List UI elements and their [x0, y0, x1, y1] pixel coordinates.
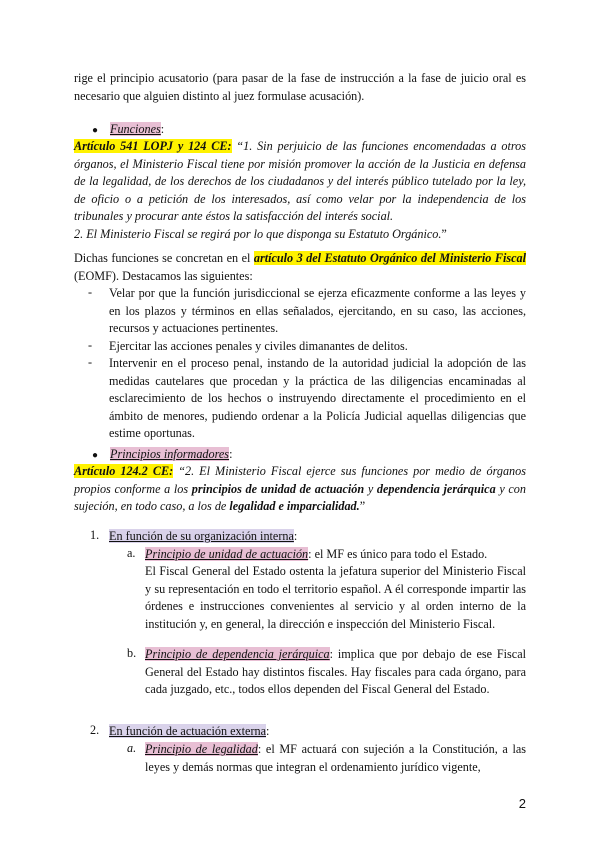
list-item: Intervenir en el proceso penal, instando de la autoridad judicial la adopción de las medidas cautelares que procedan y la práctica de las diligencias encaminadas al esclarecimiento de los hechos o instruyendo directamente el procedimiento en el ámbito de menores, pudiendo ordenar a la Policía Judicial aquellas diligencias que estime oportunas.: [109, 356, 526, 441]
externa-heading: En función de actuación externa:: [109, 724, 270, 738]
list-item: Velar por que la función jurisdiccional se ejerza eficazmente conforme a las leyes y en los plazos y términos en ellas señalados, ejercitando, en su caso, las acciones, recursos y actuaciones pertinentes.: [109, 286, 526, 336]
unidad-paragraph: El Fiscal General del Estado ostenta la jefatura superior del Ministerio Fiscal y su representación en todo el territorio español. A él corresponde impartir las órdenes e instrucciones convenientes al servicio y al orden interno de la institución y, en general, la dirección e inspección del Ministerio Fiscal.: [145, 564, 526, 631]
legalidad-title: Principio de legalidad: [145, 742, 258, 756]
dash-bullet-icon: -: [88, 338, 93, 352]
principios-quote: Artículo 124.2 CE: “2. El Ministerio Fiscal ejerce sus funciones por medio de órganos propios conforme a los principios de unidad de actuación y dependencia jerárquica y con sujeción, en todo caso, a los de legalidad e imparcialidad.”: [74, 464, 526, 514]
list-item: Ejercitar las acciones penales y civiles dimanantes de delitos.: [109, 339, 408, 353]
list-number: 2.: [90, 723, 100, 737]
bullet-icon: ●: [92, 125, 99, 136]
list-letter: a.: [127, 546, 136, 560]
principios-heading-label: Principios informadores: [110, 447, 230, 461]
concretan-ref: artículo 3 del Estatuto Orgánico del Ministerio Fiscal: [253, 251, 526, 265]
dash-bullet-icon: -: [88, 285, 93, 299]
principios-ref: Artículo 124.2 CE:: [74, 464, 174, 478]
dash-bullet-icon: -: [88, 355, 93, 369]
list-letter: a.: [127, 741, 137, 755]
dependencia-title: Principio de dependencia jerárquica: [145, 647, 330, 661]
intro-paragraph: rige el principio acusatorio (para pasar de la fase de instrucción a la fase de juicio oral es necesario que alguien distinto al juez formulase acusación).: [74, 71, 526, 103]
funciones-quote-2: 2. El Ministerio Fiscal se regirá por lo que disponga su Estatuto Orgánico.: [74, 226, 442, 241]
list-number: 1.: [90, 528, 100, 542]
list-letter: b.: [127, 646, 137, 660]
unidad-item: Principio de unidad de actuación: el MF es único para todo el Estado.: [145, 547, 488, 561]
funciones-quote: Artículo 541 LOPJ y 124 CE: “1. Sin perjuicio de las funciones encomendadas a otros órganos, el Ministerio Fiscal tiene por misión promover la acción de la Justicia en defensa de la legalidad, de los derechos de los ciudadanos y del interés público tutelado por la ley, de oficio o a petición de los interesados, así como velar por la independencia de los tribunales y procurar ante éstos la satisfacción del interés social. 2. El Ministerio Fiscal se regirá por lo que disponga su Estatuto Orgánico.”: [74, 139, 526, 241]
dependencia-item: Principio de dependencia jerárquica: implica que por debajo de ese Fiscal General del Estado hay distintos fiscales. Hay fiscales para cada órgano, para cada juzgado, etc., todos ellos dependen del Fiscal General del Estado.: [145, 647, 526, 697]
page-number: 2: [518, 796, 526, 811]
funciones-heading-label: Funciones: [110, 122, 161, 136]
funciones-heading: Funciones:: [110, 122, 165, 136]
unidad-title: Principio de unidad de actuación: [145, 547, 309, 561]
legalidad-item: Principio de legalidad: el MF actuará con sujeción a la Constitución, a las leyes y demás normas que integran el ordenamiento jurídico vigente,: [145, 742, 526, 774]
concretan-paragraph: Dichas funciones se concretan en el artículo 3 del Estatuto Orgánico del Ministerio Fiscal (EOMF). Destacamos las siguientes:: [74, 251, 526, 283]
funciones-ref: Artículo 541 LOPJ y 124 CE:: [74, 139, 232, 153]
organizacion-heading: En función de su organización interna:: [109, 529, 298, 543]
principios-heading: Principios informadores:: [110, 447, 233, 461]
bullet-icon: ●: [92, 450, 99, 461]
funciones-quote-text: “1. Sin perjuicio de las funciones encomendadas a otros órganos, el Ministerio Fiscal tiene por misión promover la acción de la Justicia en defensa de la legalidad, de los derechos de los ciudadanos y del interés público tutelado por la ley, de oficio o a petición de los interesados, así como velar por la independencia de los tribunales y procurar ante éstos la satisfacción del interés social.: [74, 139, 526, 224]
